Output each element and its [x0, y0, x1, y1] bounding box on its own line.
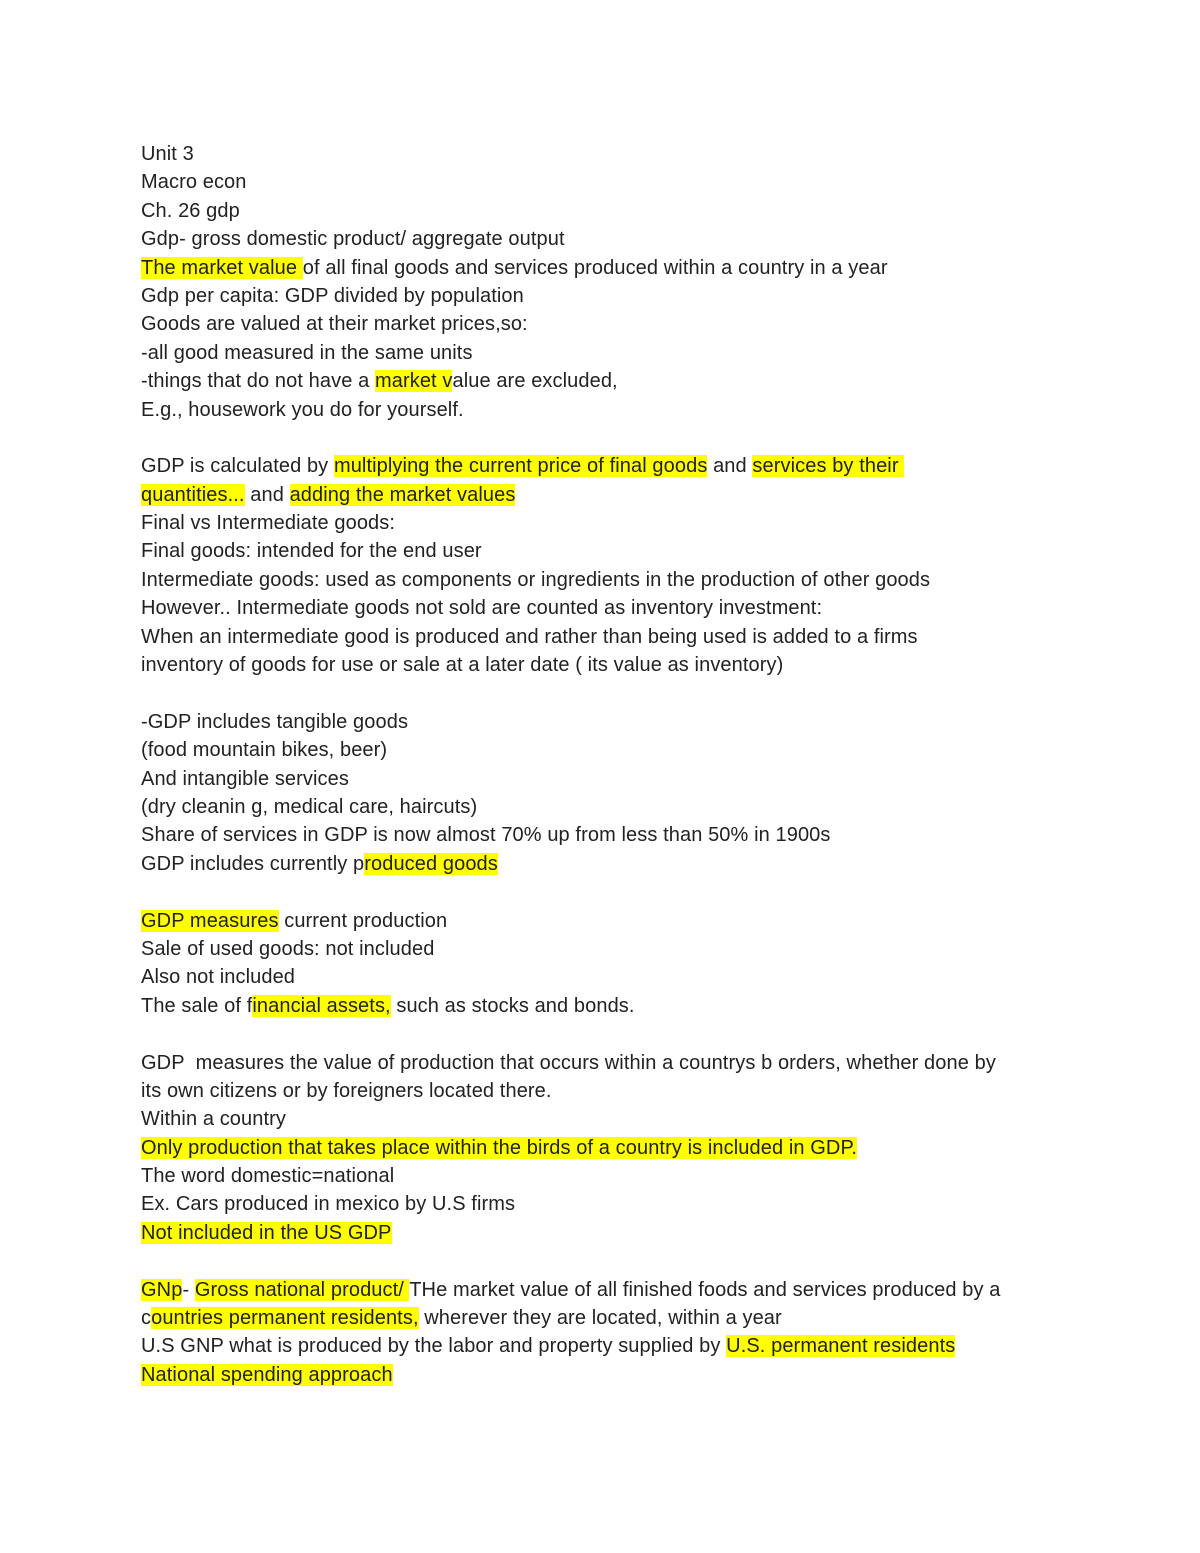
text-line — [141, 452, 1101, 480]
text-segment: such as stocks and bonds. — [390, 994, 635, 1017]
text-segment: -GDP includes tangible goods — [141, 710, 409, 733]
text-segment: current production — [278, 909, 448, 932]
text-line — [141, 992, 1101, 1020]
text-segment: Unit 3 — [141, 143, 194, 165]
text-segment: inventory of goods for use or sale at a later date ( its value as inventory) — [141, 654, 784, 677]
highlighted-text: U.S. permanent residents — [726, 1335, 956, 1358]
text-line — [141, 1077, 1101, 1105]
text-line — [141, 481, 1101, 509]
text-segment: GDP measures the value of production that occurs within a countrys b orders, whether done by — [141, 1051, 996, 1074]
highlighted-text: services by their — [752, 455, 905, 478]
blank-line — [141, 679, 1101, 707]
text-segment: U.S GNP what is produced by the labor and property supplied by — [141, 1335, 727, 1358]
text-segment: When an intermediate good is produced and rather than being used is added to a firms — [141, 625, 918, 648]
text-line — [141, 736, 1101, 764]
text-line — [141, 1361, 1101, 1389]
text-segment: and — [244, 483, 290, 506]
text-line — [141, 509, 1101, 537]
highlighted-text: multiplying the current price of final goods — [333, 455, 708, 478]
text-line — [141, 708, 1101, 736]
text-segment: Also not included — [141, 966, 296, 989]
text-line — [141, 367, 1101, 395]
text-line — [141, 310, 1101, 338]
highlighted-text: quantities... — [141, 483, 245, 506]
text-line — [141, 1190, 1101, 1218]
text-line — [141, 1134, 1101, 1162]
text-segment: Final goods: intended for the end user — [141, 540, 482, 563]
text-segment: its own citizens or by foreigners located there. — [141, 1079, 552, 1102]
text-segment: (dry cleanin g, medical care, haircuts) — [141, 795, 478, 818]
text-line — [141, 197, 1101, 225]
text-segment: -things that do not have a — [141, 370, 375, 393]
highlighted-text: GNp — [141, 1278, 183, 1301]
text-line — [141, 254, 1101, 282]
text-line — [141, 907, 1101, 935]
blank-line — [141, 424, 1101, 452]
text-segment: Intermediate goods: used as components or ingredients in the production of other goods — [141, 568, 931, 591]
text-line — [141, 1162, 1101, 1190]
highlighted-text: roduced goods — [364, 852, 498, 875]
text-line — [141, 1276, 1101, 1304]
blank-line — [141, 1247, 1101, 1275]
highlighted-text: Gross national product/ — [194, 1278, 410, 1301]
text-segment: alue are excluded, — [452, 370, 618, 393]
text-segment: The word domestic=national — [141, 1165, 395, 1188]
text-line — [141, 963, 1101, 991]
text-line — [141, 140, 1101, 168]
text-line — [141, 1105, 1101, 1133]
text-segment: GDP includes currently p — [141, 852, 365, 875]
text-segment: c — [141, 1307, 152, 1330]
highlighted-text: Only production that takes place within the birds of a country is included in GDP. — [141, 1136, 857, 1159]
text-segment: - — [182, 1278, 195, 1301]
text-segment: Macro econ — [141, 171, 247, 194]
highlighted-text: The market value — [141, 256, 303, 279]
text-segment: Goods are valued at their market prices,so: — [141, 313, 528, 336]
text-segment: Sale of used goods: not included — [141, 937, 435, 960]
text-segment: Gdp- gross domestic product/ aggregate output — [141, 228, 565, 251]
text-line — [141, 537, 1101, 565]
highlighted-text: market v — [374, 370, 453, 393]
highlighted-text: ountries permanent residents, — [151, 1307, 419, 1330]
text-segment: Share of services in GDP is now almost 70% up from less than 50% in 1900s — [141, 824, 831, 847]
document-body — [141, 140, 1101, 1389]
text-line — [141, 282, 1101, 310]
text-segment: Final vs Intermediate goods: — [141, 512, 396, 535]
highlighted-text: inancial assets, — [252, 994, 391, 1017]
text-line — [141, 651, 1101, 679]
highlighted-text: GDP measures — [141, 909, 279, 932]
blank-line — [141, 878, 1101, 906]
text-line — [141, 1332, 1101, 1360]
text-line — [141, 623, 1101, 651]
text-segment: However.. Intermediate goods not sold are counted as inventory investment: — [141, 597, 823, 620]
highlighted-text: adding the market values — [289, 483, 516, 506]
text-segment: -all good measured in the same units — [141, 341, 473, 364]
text-line — [141, 821, 1101, 849]
text-segment: Gdp per capita: GDP divided by population — [141, 284, 524, 307]
text-segment: The sale of f — [141, 994, 253, 1017]
text-line — [141, 566, 1101, 594]
text-segment: THe market value of all finished foods and services produced by a — [409, 1278, 1001, 1301]
text-line — [141, 168, 1101, 196]
text-line — [141, 1304, 1101, 1332]
text-segment: And intangible services — [141, 767, 349, 790]
text-segment: E.g., housework you do for yourself. — [141, 398, 464, 421]
highlighted-text: National spending approach — [141, 1363, 393, 1386]
text-line — [141, 594, 1101, 622]
text-segment: (food mountain bikes, beer) — [141, 739, 388, 762]
highlighted-text: Not included in the US GDP — [141, 1221, 392, 1244]
text-line — [141, 935, 1101, 963]
text-segment: Within a country — [141, 1108, 286, 1131]
text-line — [141, 396, 1101, 424]
text-line — [141, 1049, 1101, 1077]
text-line — [141, 850, 1101, 878]
text-segment: Ex. Cars produced in mexico by U.S firms — [141, 1193, 516, 1216]
text-segment: and — [707, 455, 753, 478]
text-line — [141, 765, 1101, 793]
text-segment: GDP is calculated by — [141, 455, 334, 478]
text-line — [141, 339, 1101, 367]
blank-line — [141, 1020, 1101, 1048]
text-segment: Ch. 26 gdp — [141, 199, 240, 222]
text-segment: wherever they are located, within a year — [418, 1307, 782, 1330]
text-line — [141, 1219, 1101, 1247]
text-line — [141, 793, 1101, 821]
text-segment: of all final goods and services produced within a country in a year — [302, 256, 888, 279]
text-line — [141, 225, 1101, 253]
